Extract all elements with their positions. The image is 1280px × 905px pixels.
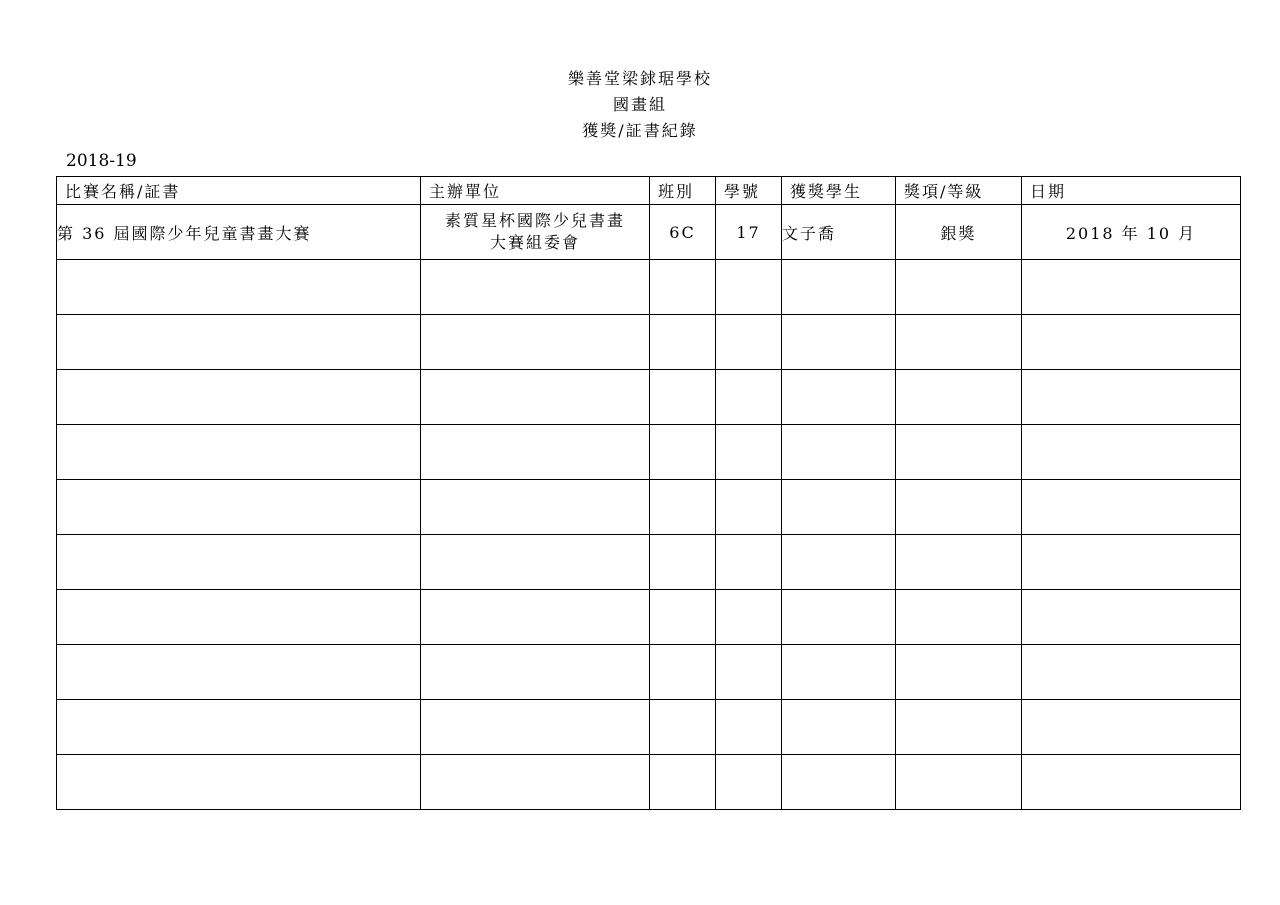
school-year: 2018-19	[66, 151, 137, 171]
table-row	[57, 205, 1241, 260]
cell-organizer	[421, 370, 650, 425]
cell-number	[716, 535, 782, 590]
column-header-organizer: 主辦單位	[421, 177, 650, 205]
cell-organizer	[421, 755, 650, 810]
table-row	[57, 645, 1241, 700]
cell-student	[782, 480, 896, 535]
table-row	[57, 700, 1241, 755]
cell-award	[896, 425, 1022, 480]
cell-competition	[57, 260, 421, 315]
cell-number	[716, 480, 782, 535]
cell-competition	[57, 700, 421, 755]
cell-competition	[57, 425, 421, 480]
column-header-class: 班別	[650, 177, 716, 205]
cell-date	[1022, 370, 1241, 425]
cell-date	[1022, 535, 1241, 590]
cell-organizer	[421, 480, 650, 535]
cell-class	[650, 370, 716, 425]
cell-competition	[57, 370, 421, 425]
cell-competition	[57, 755, 421, 810]
column-header-student: 獲獎學生	[782, 177, 896, 205]
cell-number: 17	[716, 205, 782, 260]
table-row	[57, 260, 1241, 315]
cell-class	[650, 535, 716, 590]
cell-class	[650, 700, 716, 755]
cell-class	[650, 645, 716, 700]
group-name: 國畫組	[612, 95, 667, 114]
cell-date	[1022, 755, 1241, 810]
cell-number	[716, 700, 782, 755]
cell-class	[650, 260, 716, 315]
cell-organizer	[421, 535, 650, 590]
table-row	[57, 315, 1241, 370]
cell-award	[896, 260, 1022, 315]
table-header-row	[57, 177, 1241, 205]
cell-organizer: 素質星杯國際少兒書畫大賽組委會	[421, 205, 650, 260]
cell-competition	[57, 645, 421, 700]
cell-award	[896, 480, 1022, 535]
cell-class: 6C	[650, 205, 716, 260]
cell-organizer	[421, 425, 650, 480]
column-header-competition: 比賽名稱/証書	[57, 177, 421, 205]
table-row	[57, 590, 1241, 645]
cell-date	[1022, 315, 1241, 370]
cell-award	[896, 645, 1022, 700]
cell-number	[716, 370, 782, 425]
cell-student	[782, 645, 896, 700]
cell-class	[650, 590, 716, 645]
cell-date: 2018 年 10 月	[1022, 205, 1241, 260]
table-row	[57, 480, 1241, 535]
cell-class	[650, 480, 716, 535]
cell-award	[896, 370, 1022, 425]
cell-number	[716, 590, 782, 645]
table-row	[57, 535, 1241, 590]
cell-student	[782, 425, 896, 480]
cell-organizer	[421, 315, 650, 370]
document-title: 獲獎/証書紀錄	[582, 121, 698, 140]
cell-date	[1022, 645, 1241, 700]
cell-award	[896, 590, 1022, 645]
column-header-award: 獎項/等級	[896, 177, 1022, 205]
document-header	[0, 66, 1280, 144]
cell-student	[782, 315, 896, 370]
cell-organizer	[421, 260, 650, 315]
cell-student: 文子喬	[782, 205, 896, 260]
cell-competition: 第 36 屆國際少年兒童書畫大賽	[57, 205, 421, 260]
cell-number	[716, 645, 782, 700]
cell-number	[716, 425, 782, 480]
column-header-number: 學號	[716, 177, 782, 205]
cell-organizer	[421, 590, 650, 645]
cell-class	[650, 425, 716, 480]
cell-date	[1022, 260, 1241, 315]
cell-student	[782, 755, 896, 810]
cell-competition	[57, 590, 421, 645]
cell-organizer	[421, 700, 650, 755]
table-row	[57, 755, 1241, 810]
table-row	[57, 425, 1241, 480]
cell-number	[716, 260, 782, 315]
award-record-table	[56, 176, 1241, 810]
cell-organizer	[421, 645, 650, 700]
cell-class	[650, 755, 716, 810]
cell-award	[896, 755, 1022, 810]
cell-student	[782, 260, 896, 315]
cell-number	[716, 315, 782, 370]
cell-student	[782, 590, 896, 645]
cell-date	[1022, 700, 1241, 755]
cell-competition	[57, 535, 421, 590]
cell-date	[1022, 480, 1241, 535]
cell-student	[782, 700, 896, 755]
cell-award	[896, 315, 1022, 370]
table-body	[57, 205, 1241, 810]
school-name: 樂善堂梁銶琚學校	[567, 69, 712, 88]
cell-class	[650, 315, 716, 370]
cell-student	[782, 370, 896, 425]
cell-date	[1022, 425, 1241, 480]
column-header-date: 日期	[1022, 177, 1241, 205]
cell-competition	[57, 480, 421, 535]
cell-award: 銀獎	[896, 205, 1022, 260]
cell-number	[716, 755, 782, 810]
cell-award	[896, 700, 1022, 755]
cell-award	[896, 535, 1022, 590]
table-row	[57, 370, 1241, 425]
cell-student	[782, 535, 896, 590]
cell-date	[1022, 590, 1241, 645]
cell-competition	[57, 315, 421, 370]
